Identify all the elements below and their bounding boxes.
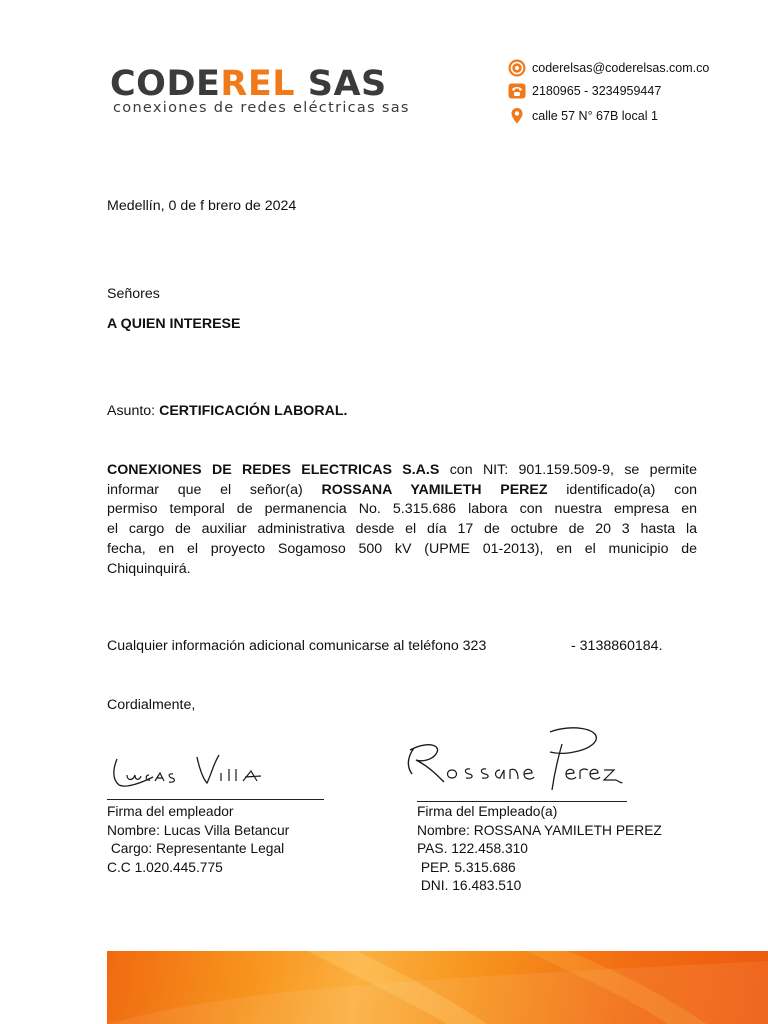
- paragraph-line: el cargo de auxiliar administrativa desde el día 17 de octubre de 20 3 hasta la: [107, 521, 697, 538]
- logo-tagline: conexiones de redes eléctricas sas: [113, 100, 410, 116]
- employee-signature-line: [417, 801, 627, 802]
- paragraph-line: informar que el señor(a) ROSSANA YAMILETH PEREZ identificado(a) con: [107, 481, 697, 498]
- employer-id: C.C 1.020.445.775: [107, 859, 223, 875]
- employer-name: Nombre: Lucas Villa Betancur: [107, 822, 290, 838]
- employee-dni: DNI. 16.483.510: [417, 878, 522, 893]
- employee-caption: Firma del Empleado(a): [417, 804, 558, 819]
- employee-name-line: Nombre: ROSSANA YAMILETH PEREZ: [417, 822, 662, 838]
- company-name: CONEXIONES DE REDES ELECTRICAS S.A.S: [107, 462, 440, 478]
- addressee: A QUIEN INTERESE: [107, 316, 241, 332]
- contact-phone-line-2: - 3138860184.: [571, 638, 663, 654]
- subject-title: CERTIFICACIÓN LABORAL.: [159, 403, 348, 419]
- paragraph-line: CONEXIONES DE REDES ELECTRICAS S.A.S con NIT: 901.159.509-9, se permite: [107, 462, 697, 478]
- employee-passport: PAS. 122.458.310: [417, 841, 528, 856]
- employer-caption: Firma del empleador: [107, 804, 234, 819]
- header-email: [508, 59, 709, 77]
- company-logo: [110, 66, 387, 102]
- phone-icon: [508, 82, 526, 100]
- contact-phone-line: Cualquier información adicional comunicarse al teléfono 323: [107, 638, 487, 654]
- header-phone: [508, 82, 661, 100]
- closing: Cordialmente,: [107, 697, 196, 713]
- certification-paragraph: [107, 461, 697, 579]
- employee-pep: PEP. 5.315.686: [417, 859, 516, 875]
- paragraph-line: Chiquinquirá.: [107, 560, 191, 577]
- phone-text: 2180965 - 3234959447: [532, 84, 662, 98]
- header-address: [508, 107, 658, 125]
- employer-role: Cargo: Representante Legal: [107, 841, 285, 856]
- employer-signature-block: [107, 803, 289, 877]
- footer-decoration: [107, 951, 768, 1024]
- logo-text-code: CODE: [110, 64, 221, 104]
- paragraph-line: fecha, en el proyecto Sogamoso 500 kV (UPME 01-2013), en el municipio de: [107, 540, 697, 557]
- employee-name: ROSSANA YAMILETH PEREZ: [321, 481, 548, 498]
- location-pin-icon: [508, 107, 526, 125]
- employee-signature-block: [417, 803, 662, 896]
- employee-signature: [400, 722, 640, 797]
- address-text: calle 57 N° 67B local 1: [532, 109, 658, 123]
- logo-text-sas: SAS: [295, 64, 387, 104]
- email-text: coderelsas@coderelsas.com.co: [532, 61, 710, 75]
- place-date: Medellín, 0 de f brero de 2024: [107, 198, 297, 214]
- logo-text-rel: REL: [220, 64, 296, 104]
- subject-line: [107, 402, 347, 421]
- employer-signature-line: [107, 799, 324, 800]
- subject-label: Asunto:: [107, 403, 156, 419]
- employer-signature: [105, 745, 275, 795]
- email-icon: [508, 59, 526, 77]
- salutation: Señores: [107, 286, 160, 302]
- paragraph-line: permiso temporal de permanencia No. 5.315.686 labora con nuestra empresa en: [107, 501, 697, 518]
